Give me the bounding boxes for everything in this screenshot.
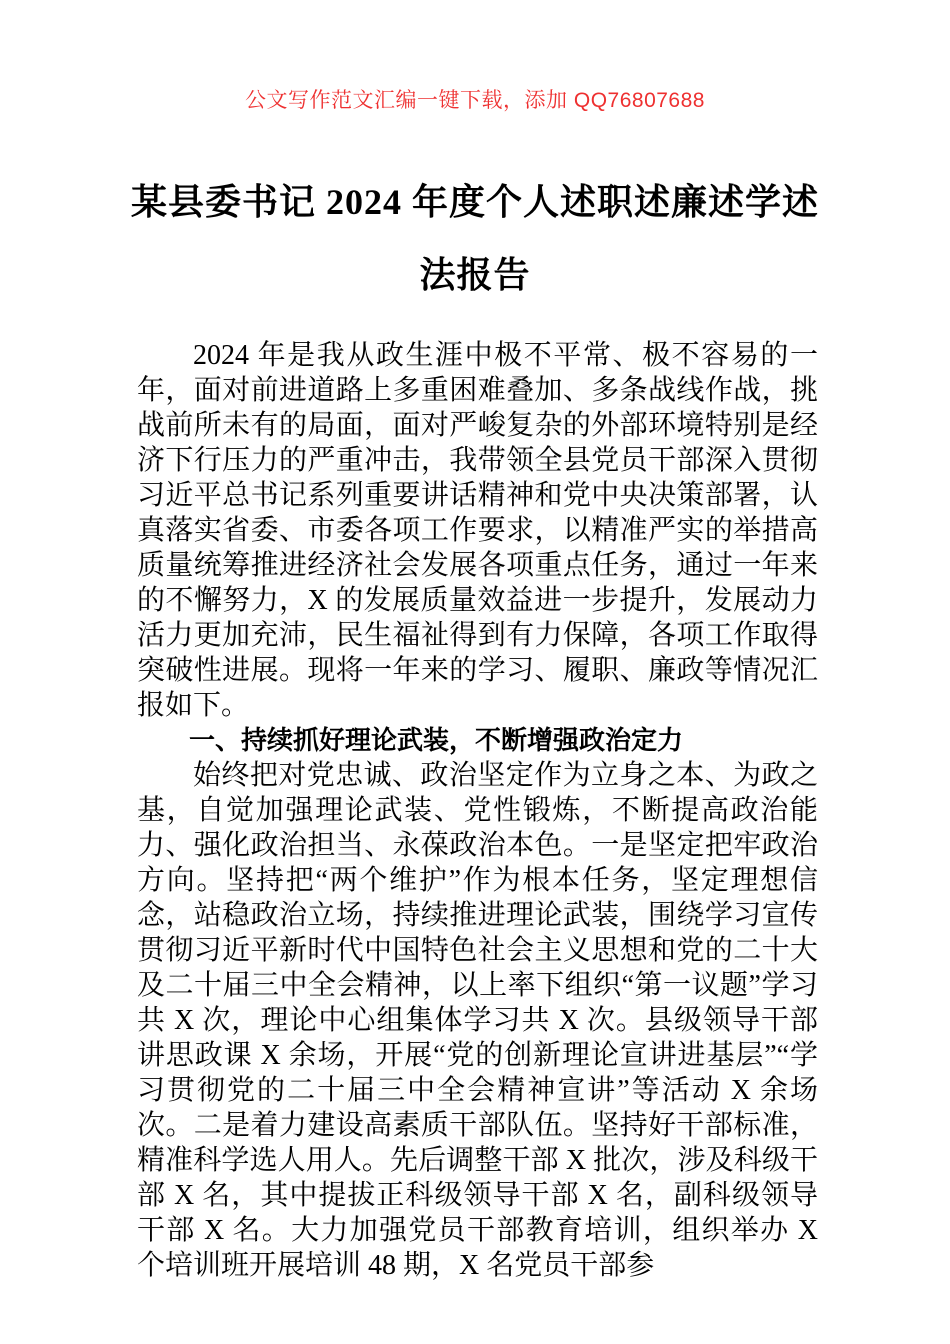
paragraph: 2024 年是我从政生涯中极不平常、极不容易的一年，面对前进道路上多重困难叠加、多条战线作战，挑战前所未有的局面，面对严峻复杂的外部环境特别是经济下行压力的严重冲击，我带领全县党员干部深入贯彻习近平总书记系列重要讲话精神和党中央决策部署，认真落实省委、市委各项工作要求，以精准严实的举措高质量统筹推进经济社会发展各项重点任务，通过一年来的不懈努力，X 的发展质量效益进一步提升，发展动力活力更加充沛，民生福祉得到有力保障，各项工作取得突破性进展。现将一年来的学习、履职、廉政等情况汇报如下。 bbox=[137, 340, 818, 721]
section-heading: 一、持续抓好理论武装，不断增强政治定力 bbox=[189, 725, 684, 755]
document-title-line-1: 某县委书记 2024 年度个人述职述廉述学述 bbox=[130, 182, 819, 222]
promo-notice-text: 公文写作范文汇编一键下载，添加 QQ76807688 bbox=[245, 89, 705, 112]
document-title bbox=[70, 166, 880, 312]
paragraph: 始终把对党忠诚、政治坚定作为立身之本、为政之基，自觉加强理论武装、党性锻炼，不断提高政治能力、强化政治担当、永葆政治本色。一是坚定把牢政治方向。坚持把“两个维护”作为根本任务，坚定理想信念，站稳政治立场，持续推进理论武装，围绕学习宣传贯彻习近平新时代中国特色社会主义思想和党的二十大及二十届三中全会精神，以上率下组织“第一议题”学习共 X 次，理论中心组集体学习共 X 次。县级领导干部讲思政课 X 余场，开展“党的创新理论宣讲进基层”“学习贯彻党的二十届三中全会精神宣讲”等活动 X 余场次。二是着力建设高素质干部队伍。坚持好干部标准，精准科学选人用人。先后调整干部 X 批次，涉及科级干部 X 名，其中提拔正科级领导干部 X 名，副科级领导干部 X 名。大力加强党员干部教育培训，组织举办 X 个培训班开展培训 48 期，X 名党员干部参 bbox=[137, 760, 818, 1281]
document-title-line-2: 法报告 bbox=[419, 255, 531, 295]
document-body bbox=[137, 338, 818, 1283]
